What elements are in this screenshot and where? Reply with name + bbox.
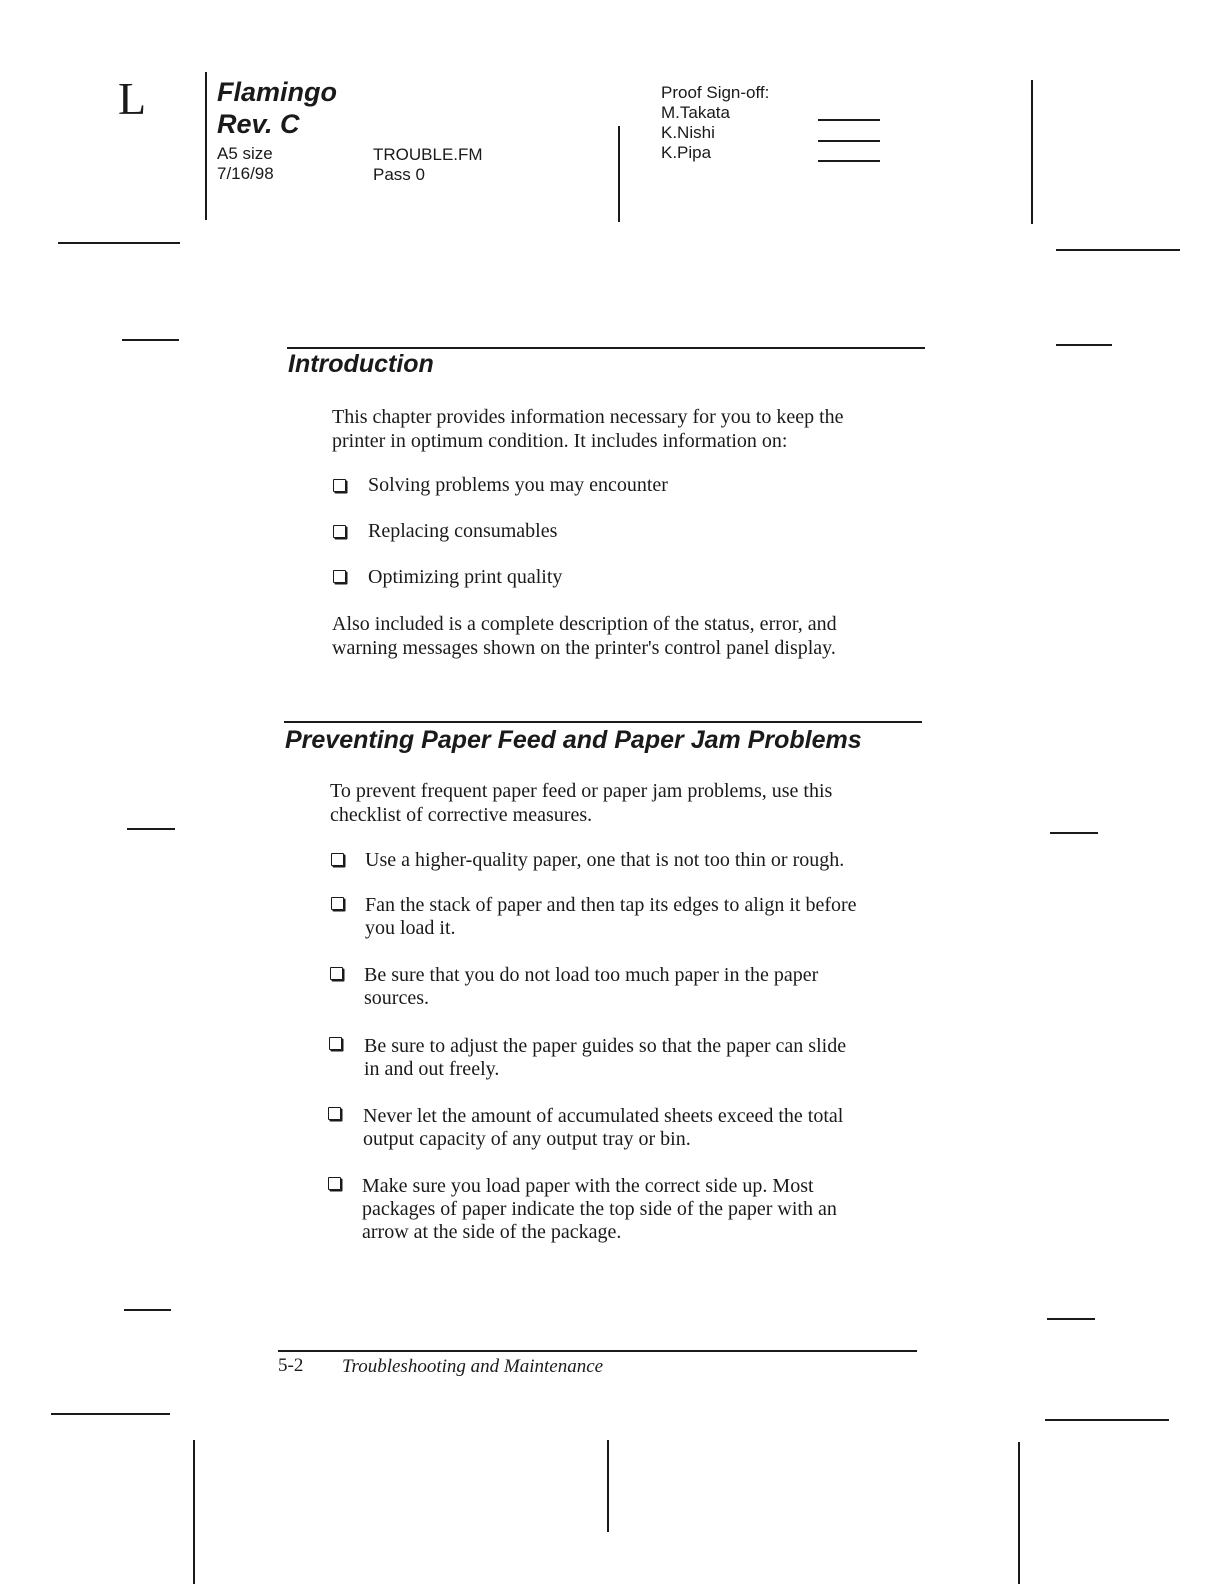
section-title-preventing: Preventing Paper Feed and Paper Jam Problems <box>285 726 862 754</box>
crop-mark <box>1018 1442 1020 1584</box>
signoff-line-3 <box>818 160 880 162</box>
header-divider-right <box>1031 80 1033 224</box>
pass-number: Pass 0 <box>373 165 425 184</box>
intro-closing-paragraph <box>332 612 932 660</box>
proof-signoff-label: Proof Sign-off: <box>661 83 770 102</box>
list-item-line: output capacity of any output tray or bin. <box>363 1128 691 1150</box>
crop-mark <box>193 1440 195 1584</box>
list-item-line: Fan the stack of paper and then tap its edges to align it before <box>365 894 857 916</box>
preventing-list-item <box>364 964 924 1010</box>
checkbox-bullet-icon <box>328 1107 341 1120</box>
section-rule-introduction <box>287 347 925 349</box>
list-item-line: Use a higher-quality paper, one that is not too thin or rough. <box>365 849 845 871</box>
revision: Rev. C <box>217 109 300 139</box>
intro-paragraph-line: printer in optimum condition. It includes information on: <box>332 430 788 452</box>
crop-mark <box>1045 1419 1169 1421</box>
list-item-line: Be sure that you do not load too much paper in the paper <box>364 964 819 986</box>
side-letter: L <box>118 73 147 124</box>
section-rule-preventing <box>284 721 922 723</box>
intro-list-item: Solving problems you may encounter <box>368 474 668 496</box>
crop-mark <box>127 828 175 830</box>
preventing-list-item <box>363 1105 923 1151</box>
checkbox-bullet-icon <box>333 570 346 583</box>
checkbox-bullet-icon <box>329 1037 342 1050</box>
intro-closing-line: warning messages shown on the printer's control panel display. <box>332 637 836 659</box>
preventing-paragraph <box>330 779 930 827</box>
header-divider-middle <box>618 126 620 222</box>
section-title-introduction: Introduction <box>288 350 434 378</box>
page-number: 5-2 <box>278 1355 304 1376</box>
signoff-line-1 <box>818 119 880 121</box>
crop-mark <box>1047 1318 1095 1320</box>
checkbox-bullet-icon <box>331 897 344 910</box>
checkbox-bullet-icon <box>333 525 346 538</box>
list-item-line: Be sure to adjust the paper guides so that the paper can slide <box>364 1035 847 1057</box>
crop-mark <box>1056 249 1180 251</box>
list-item-line: Make sure you load paper with the correct side up. Most <box>362 1175 814 1197</box>
list-item-line: Never let the amount of accumulated sheets exceed the total <box>363 1105 844 1127</box>
preventing-paragraph-line: checklist of corrective measures. <box>330 804 593 826</box>
signer-3: K.Pipa <box>661 143 712 162</box>
doc-date: 7/16/98 <box>217 164 274 183</box>
checkbox-bullet-icon <box>333 479 346 492</box>
list-item-line: in and out freely. <box>364 1058 500 1080</box>
crop-mark <box>607 1440 609 1532</box>
checkbox-bullet-icon <box>330 967 343 980</box>
footer-rule <box>278 1350 917 1352</box>
preventing-paragraph-line: To prevent frequent paper feed or paper jam problems, use this <box>330 780 833 802</box>
preventing-list-item <box>365 849 925 872</box>
crop-mark <box>58 242 180 244</box>
intro-paragraph <box>332 405 932 453</box>
crop-mark <box>51 1413 170 1415</box>
list-item-line: sources. <box>364 987 429 1009</box>
intro-closing-line: Also included is a complete description of the status, error, and <box>332 613 837 635</box>
preventing-list-item <box>365 894 925 940</box>
checkbox-bullet-icon <box>331 853 344 866</box>
paper-size: A5 size <box>217 144 273 163</box>
checkbox-bullet-icon <box>328 1177 341 1190</box>
crop-mark <box>1050 832 1098 834</box>
signoff-line-2 <box>818 140 880 142</box>
list-item-line: you load it. <box>365 917 456 939</box>
list-item-line: arrow at the side of the package. <box>362 1221 622 1243</box>
preventing-list-item <box>364 1035 924 1081</box>
crop-mark <box>1056 344 1112 346</box>
header-divider-left <box>205 72 207 220</box>
intro-paragraph-line: This chapter provides information necessary for you to keep the <box>332 406 844 428</box>
signer-1: M.Takata <box>661 103 730 122</box>
signer-2: K.Nishi <box>661 123 715 142</box>
preventing-list-item <box>362 1175 922 1244</box>
file-name: TROUBLE.FM <box>373 145 483 164</box>
intro-list-item: Replacing consumables <box>368 520 558 542</box>
chapter-title: Troubleshooting and Maintenance <box>342 1356 604 1377</box>
crop-mark <box>122 339 179 341</box>
project-name: Flamingo <box>217 77 337 107</box>
list-item-line: packages of paper indicate the top side of the paper with an <box>362 1198 837 1220</box>
crop-mark <box>124 1309 171 1311</box>
intro-list-item: Optimizing print quality <box>368 566 563 588</box>
